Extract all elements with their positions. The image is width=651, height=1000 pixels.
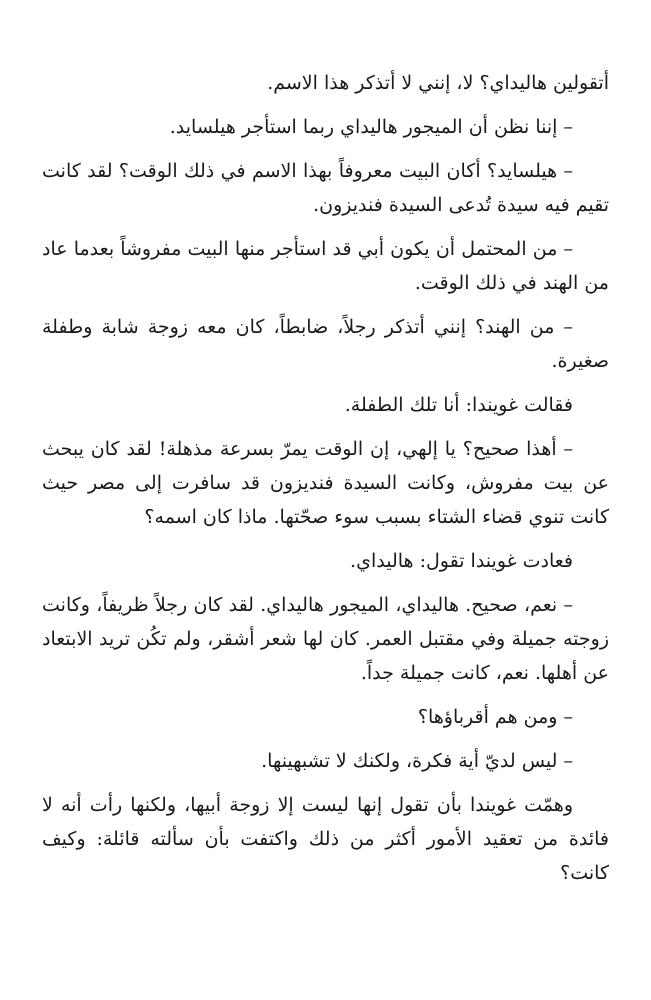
paragraph: – ليس لديّ أية فكرة، ولكنك لا تشبهينها.: [261, 750, 573, 772]
paragraph: – من الهند؟ إنني أتذكر رجلاً، ضابطاً، كان معه زوجة شابة وطفلة صغيرة.: [42, 316, 609, 372]
paragraph: – نعم، صحيح. هاليداي، الميجور هاليداي. لقد كان رجلاً ظريفاً، وكانت زوجته جميلة وفي مقتبل العمر. كان لها شعر أشقر، ولم تكُن تريد الابتعاد عن أهلها. نعم، كانت جميلة جداً.: [42, 594, 609, 684]
paragraph: فقالت غويندا: أنا تلك الطفلة.: [344, 394, 573, 416]
paragraph: – من المحتمل أن يكون أبي قد استأجر منها البيت مفروشاً بعدما عاد من الهند في ذلك الوقت.: [42, 238, 609, 294]
paragraph: فعادت غويندا تقول: هاليداي.: [350, 550, 573, 572]
paragraph: – إننا نظن أن الميجور هاليداي ربما استأجر هيلسايد.: [169, 116, 573, 138]
paragraph: – أهذا صحيح؟ يا إلهي، إن الوقت يمرّ بسرعة مذهلة! لقد كان يبحث عن بيت مفروش، وكانت السيدة فنديزون قد سافرت إلى مصر حيث كانت تنوي قضاء الشتاء بسبب سوء صحّتها. ماذا كان اسمه؟: [42, 438, 609, 528]
paragraph: – هيلسايد؟ أكان البيت معروفاً بهذا الاسم في ذلك الوقت؟ لقد كانت تقيم فيه سيدة تُدعى السيدة فنديزون.: [42, 160, 609, 216]
paragraph: أتقولين هاليداي؟ لا، إنني لا أتذكر هذا الاسم.: [267, 72, 609, 94]
paragraph: – ومن هم أقرباؤها؟: [417, 706, 573, 728]
paragraph: وهمّت غويندا بأن تقول إنها ليست إلا زوجة أبيها، ولكنها رأت أنه لا فائدة من تعقيد الأمور أكثر من ذلك واكتفت بأن سألته قائلة: وكيف كانت؟: [42, 794, 609, 884]
